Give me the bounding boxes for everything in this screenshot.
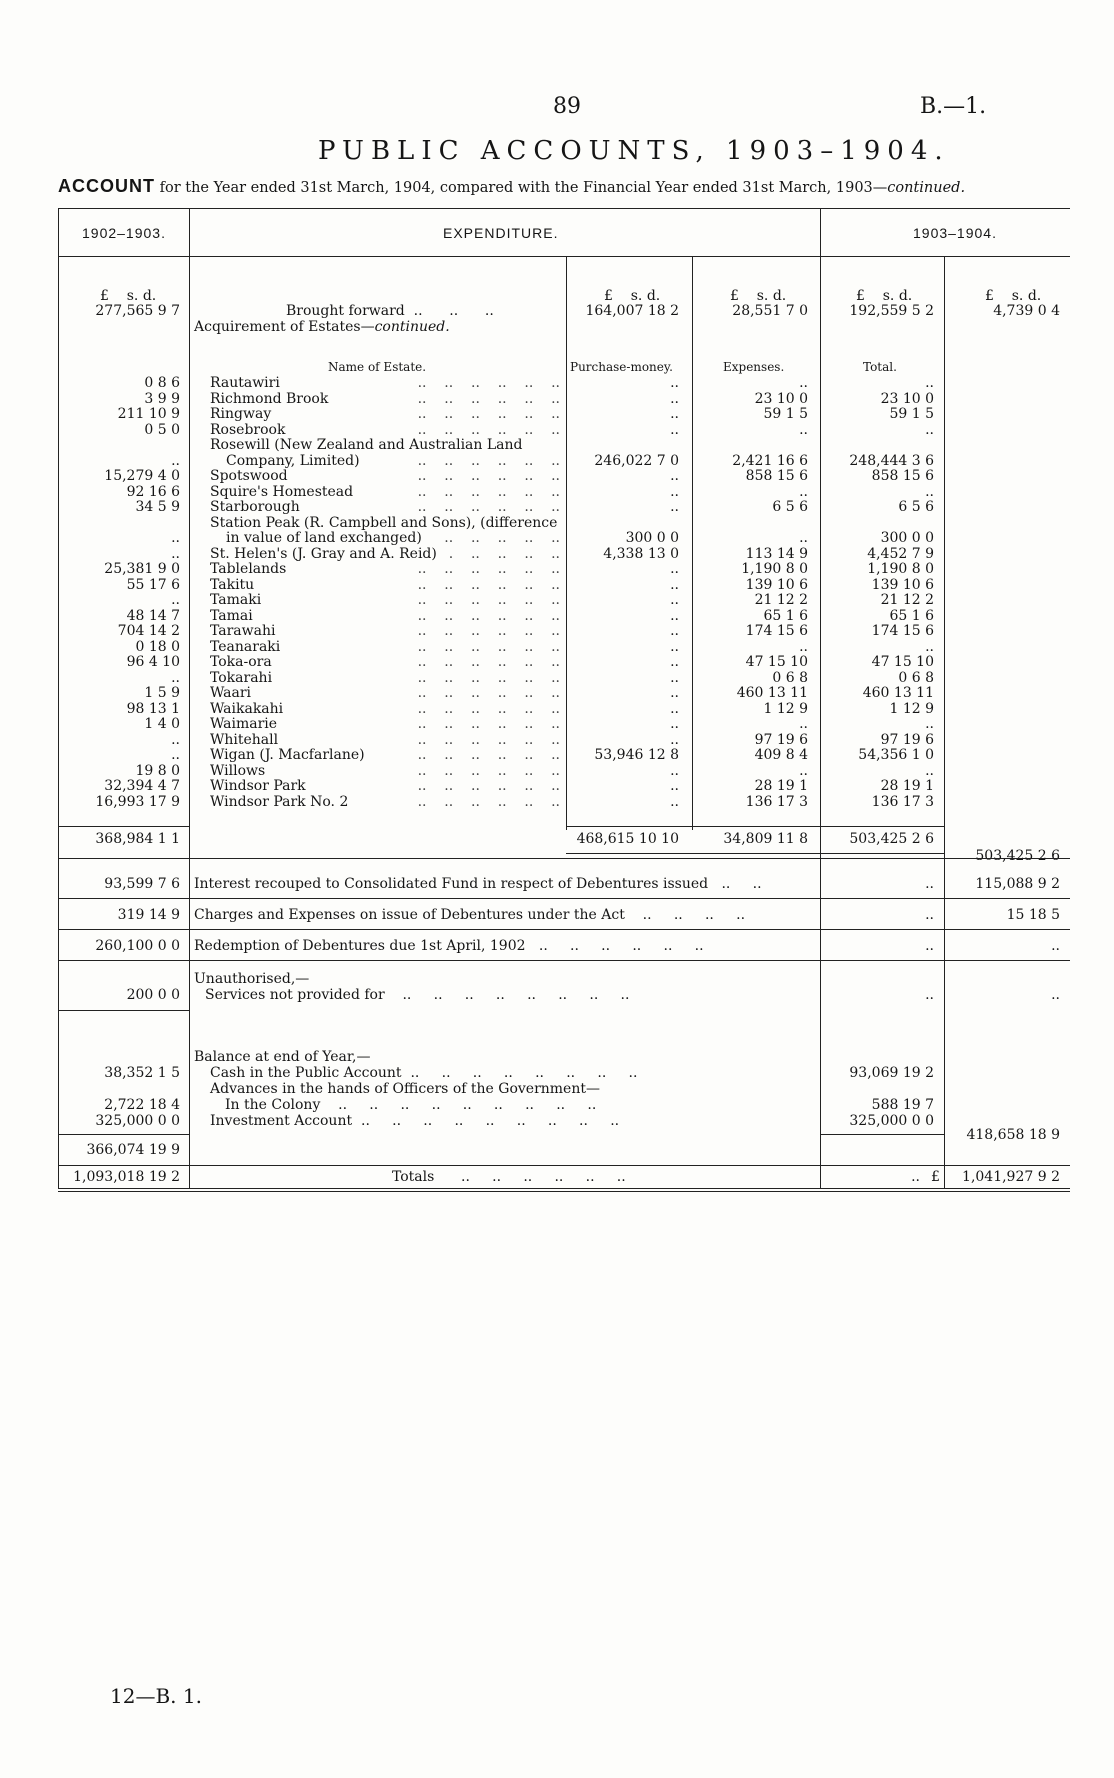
estate-total-bottom-rule bbox=[566, 853, 944, 854]
estate-expenses: 174 15 6 bbox=[745, 623, 808, 639]
charges-text: Charges and Expenses on issue of Debentures under the Act bbox=[194, 907, 625, 923]
estate-prev: .. bbox=[171, 731, 180, 748]
colony-prev: 2,722 18 4 bbox=[104, 1097, 180, 1113]
estate-name: St. Helen's (J. Gray and A. Reid) bbox=[210, 545, 437, 562]
estate-name: Waari bbox=[210, 685, 252, 701]
unit-pence: d. bbox=[1027, 288, 1042, 304]
unit-pence: d. bbox=[646, 288, 661, 304]
estate-name: Rautawiri bbox=[210, 375, 280, 391]
balance-prev-total: 366,074 19 9 bbox=[86, 1142, 180, 1158]
estate-prev: .. bbox=[171, 669, 180, 686]
estate-total: 6 5 6 bbox=[898, 499, 934, 515]
estates-total-prev: 368,984 1 1 bbox=[95, 831, 180, 847]
estate-purchase: .. bbox=[670, 576, 679, 593]
estate-total: .. bbox=[925, 483, 934, 500]
brought-forward-text: Brought forward bbox=[286, 303, 405, 319]
charges-prev: 319 14 9 bbox=[117, 907, 180, 923]
estate-purchase: .. bbox=[670, 561, 679, 577]
estate-purchase: .. bbox=[670, 669, 679, 686]
cash-text: Cash in the Public Account bbox=[210, 1065, 402, 1081]
estate-purchase: .. bbox=[670, 638, 679, 655]
estate-prev: .. bbox=[171, 452, 180, 469]
advances-label: Advances in the hands of Officers of the Government— bbox=[210, 1081, 600, 1097]
colony-label: In the Colony .. .. .. .. .. .. .. .. .. bbox=[225, 1097, 597, 1113]
unit-shillings: s. bbox=[126, 288, 139, 304]
unit-pence: d. bbox=[898, 288, 913, 304]
estate-total: .. bbox=[925, 716, 934, 732]
estate-expenses: 21 12 2 bbox=[754, 592, 808, 608]
estate-total: 858 15 6 bbox=[871, 468, 934, 484]
charges-label: Charges and Expenses on issue of Debentures under the Act .. .. .. .. bbox=[194, 907, 746, 923]
unit-pence: d. bbox=[142, 288, 157, 304]
estate-expenses: .. bbox=[799, 375, 808, 391]
redemption-total: .. bbox=[925, 938, 934, 954]
leader-dots: .. .. .. .. .. .. bbox=[417, 390, 560, 407]
leader-dots: .. .. .. .. .. .. bbox=[417, 607, 560, 624]
estate-purchase: .. bbox=[670, 762, 679, 779]
estate-name: in value of land exchanged) bbox=[226, 530, 422, 546]
leader-dots: .. .. .. .. .. .. bbox=[417, 406, 560, 422]
unit-shillings: s. bbox=[1011, 288, 1024, 304]
estate-prev: 211 10 9 bbox=[117, 406, 180, 422]
estate-prev: 0 8 6 bbox=[144, 375, 180, 391]
estate-prev: 92 16 6 bbox=[126, 483, 180, 500]
estate-prev: 55 17 6 bbox=[126, 576, 180, 593]
estate-total: 4,452 7 9 bbox=[867, 545, 934, 562]
brought-forward-prev: 277,565 9 7 bbox=[95, 303, 180, 319]
charges-total: .. bbox=[925, 907, 934, 923]
unit-pence: d. bbox=[772, 288, 787, 304]
leader-dots: . .. .. .. .. bbox=[448, 545, 560, 562]
estate-total: 54,356 1 0 bbox=[858, 747, 934, 763]
interest-prev: 93,599 7 6 bbox=[104, 876, 180, 892]
estate-name: Spotswood bbox=[210, 468, 288, 484]
estate-expenses: .. bbox=[799, 421, 808, 438]
leader-dots: .. .. .. .. .. .. bbox=[417, 731, 560, 748]
estates-total-outer: 503,425 2 6 bbox=[975, 848, 1060, 864]
estate-total: 65 1 6 bbox=[889, 607, 934, 624]
unit-shillings: s. bbox=[882, 288, 895, 304]
brought-forward-label: Brought forward .. .. .. bbox=[286, 303, 494, 319]
estate-total: .. bbox=[925, 638, 934, 655]
balance-prev-rule bbox=[58, 1134, 189, 1135]
section-title bbox=[194, 320, 450, 336]
estate-name: Starborough bbox=[210, 499, 300, 515]
prev-total-rule bbox=[58, 826, 189, 827]
estate-expenses: 113 14 9 bbox=[745, 545, 808, 562]
redemption-outer: .. bbox=[1051, 938, 1060, 954]
estate-purchase: .. bbox=[670, 716, 679, 732]
leader-dots: .. .. .. .. .. .. bbox=[417, 793, 560, 810]
leader-dots: .. .. .. .. .. .. bbox=[417, 452, 560, 469]
leader-dots: .. .. .. .. .. .. bbox=[417, 561, 560, 577]
leader-dots: .. .. .. .. .. .. bbox=[417, 638, 560, 655]
section-rule-1 bbox=[58, 858, 1070, 859]
header-expenditure: EXPENDITURE. bbox=[443, 225, 559, 241]
subheader-expenses: Expenses. bbox=[723, 360, 785, 374]
estate-name: Waikakahi bbox=[210, 700, 284, 717]
colony-text: In the Colony bbox=[225, 1097, 321, 1113]
estate-prev: 15,279 4 0 bbox=[104, 468, 180, 484]
estate-total: 1,190 8 0 bbox=[867, 561, 934, 577]
estate-expenses: .. bbox=[799, 716, 808, 732]
header-bottom-rule bbox=[58, 256, 1070, 257]
cash-total: 93,069 19 2 bbox=[849, 1065, 934, 1081]
estate-total: 97 19 6 bbox=[880, 731, 934, 748]
page-subtitle bbox=[58, 176, 965, 197]
redemption-prev: 260,100 0 0 bbox=[95, 938, 180, 954]
interest-text: Interest recouped to Consolidated Fund in respect of Debentures issued bbox=[194, 876, 709, 892]
estate-expenses: .. bbox=[799, 638, 808, 655]
estate-name: Windsor Park No. 2 bbox=[210, 793, 349, 810]
page-title: PUBLIC ACCOUNTS, 1903–1904. bbox=[318, 136, 950, 166]
brought-forward-purchase: 164,007 18 2 bbox=[585, 303, 679, 319]
unit-pound: £ bbox=[730, 288, 739, 304]
estate-expenses: 136 17 3 bbox=[745, 793, 808, 810]
section-rule-2 bbox=[58, 898, 1070, 899]
subheader-name: Name of Estate. bbox=[328, 360, 427, 374]
estate-name: Station Peak (R. Campbell and Sons), (difference bbox=[210, 514, 558, 531]
outer-column-divider bbox=[944, 256, 945, 1188]
investment-label: Investment Account .. .. .. .. .. .. .. .. .. bbox=[210, 1113, 620, 1129]
estate-purchase: .. bbox=[670, 375, 679, 391]
section-title-text: Acquirement of Estates— bbox=[194, 319, 375, 335]
estate-name: Waimarie bbox=[210, 716, 278, 732]
estate-total: 47 15 10 bbox=[871, 654, 934, 670]
estate-total: .. bbox=[925, 421, 934, 438]
estate-purchase: .. bbox=[670, 406, 679, 422]
estate-expenses: .. bbox=[799, 483, 808, 500]
unauthorised-prev: 200 0 0 bbox=[126, 987, 180, 1003]
estate-purchase: .. bbox=[670, 592, 679, 608]
leader-dots: .. .. .. .. .. bbox=[444, 530, 560, 546]
estate-purchase: .. bbox=[670, 483, 679, 500]
redemption-text: Redemption of Debentures due 1st April, 1902 bbox=[194, 938, 526, 954]
estate-name: Tablelands bbox=[210, 561, 287, 577]
estate-name: Toka-ora bbox=[210, 654, 272, 670]
investment-prev: 325,000 0 0 bbox=[95, 1113, 180, 1129]
table-bottom-double-rule bbox=[58, 1188, 1070, 1192]
table-top-rule bbox=[58, 208, 1070, 209]
estate-prev: 19 8 0 bbox=[135, 762, 180, 779]
estate-purchase: .. bbox=[670, 778, 679, 794]
estate-name: Squire's Homestead bbox=[210, 483, 354, 500]
leader-dots: .. .. .. .. .. .. bbox=[417, 669, 560, 686]
estate-purchase: .. bbox=[670, 607, 679, 624]
estate-expenses: .. bbox=[799, 530, 808, 546]
estate-expenses: 65 1 6 bbox=[763, 607, 808, 624]
estate-total: .. bbox=[925, 375, 934, 391]
estate-name: Company, Limited) bbox=[226, 452, 360, 469]
estate-total: 139 10 6 bbox=[871, 576, 934, 593]
estate-name: Whitehall bbox=[210, 731, 279, 748]
estate-name: Rosebrook bbox=[210, 421, 286, 438]
estate-purchase: .. bbox=[670, 499, 679, 515]
cash-label: Cash in the Public Account .. .. .. .. .. .. .. .. bbox=[210, 1065, 638, 1081]
estate-expenses: 1,190 8 0 bbox=[741, 561, 808, 577]
balance-title: Balance at end of Year,— bbox=[194, 1049, 371, 1065]
estate-total: 28 19 1 bbox=[880, 778, 934, 794]
totals-label: Totals .. .. .. .. .. .. bbox=[392, 1169, 626, 1185]
totals-text: Totals bbox=[392, 1169, 435, 1185]
estate-name: Ringway bbox=[210, 406, 272, 422]
subtitle-text: for the Year ended 31st March, 1904, compared with the Financial Year ended 31st March, 1903— bbox=[159, 180, 888, 196]
estate-purchase: 300 0 0 bbox=[625, 530, 679, 546]
unit-shillings: s. bbox=[630, 288, 643, 304]
estate-expenses: 0 6 8 bbox=[772, 669, 808, 686]
estate-expenses: 47 15 10 bbox=[745, 654, 808, 670]
estate-purchase: 53,946 12 8 bbox=[594, 747, 679, 763]
section-continued: continued. bbox=[374, 319, 450, 335]
estate-purchase: .. bbox=[670, 654, 679, 670]
estates-total-expenses: 34,809 11 8 bbox=[723, 831, 808, 847]
estate-name: Tamai bbox=[210, 607, 253, 624]
subheader-purchase: Purchase-money. bbox=[570, 360, 673, 374]
estate-prev: 704 14 2 bbox=[117, 623, 180, 639]
estate-name: Takitu bbox=[210, 576, 255, 593]
estate-expenses: 2,421 16 6 bbox=[732, 452, 808, 469]
estate-prev: 1 5 9 bbox=[144, 685, 180, 701]
brought-forward-outer: 4,739 0 4 bbox=[993, 303, 1060, 319]
estate-prev: 25,381 9 0 bbox=[104, 561, 180, 577]
charges-outer: 15 18 5 bbox=[1006, 907, 1060, 923]
estate-total-rule bbox=[566, 826, 944, 827]
estate-total: 59 1 5 bbox=[889, 406, 934, 422]
unit-pound: £ bbox=[856, 288, 865, 304]
estate-prev: 3 9 9 bbox=[144, 390, 180, 407]
estate-name: Willows bbox=[210, 762, 266, 779]
estate-purchase: .. bbox=[670, 700, 679, 717]
estate-prev: 0 18 0 bbox=[135, 638, 180, 655]
estate-prev: 34 5 9 bbox=[135, 499, 180, 515]
estate-purchase: .. bbox=[670, 468, 679, 484]
unauthorised-title: Unauthorised,— bbox=[194, 971, 310, 987]
unauthorised-text: Services not provided for bbox=[205, 987, 385, 1003]
estate-name: Richmond Brook bbox=[210, 390, 329, 407]
leader-dots: .. .. .. .. .. .. bbox=[417, 762, 560, 779]
estate-prev: .. bbox=[171, 747, 180, 763]
totals-prev: 1,093,018 19 2 bbox=[73, 1169, 180, 1185]
estate-total: 300 0 0 bbox=[880, 530, 934, 546]
leader-dots: .. .. .. .. .. .. bbox=[417, 685, 560, 701]
redemption-label: Redemption of Debentures due 1st April, 1902 .. .. .. .. .. .. bbox=[194, 938, 704, 954]
estate-purchase: 4,338 13 0 bbox=[603, 545, 679, 562]
estate-purchase: .. bbox=[670, 421, 679, 438]
leader-dots: .. .. .. .. .. .. bbox=[417, 716, 560, 732]
leader-dots: .. .. .. .. .. .. bbox=[417, 623, 560, 639]
totals-total: .. bbox=[911, 1169, 920, 1185]
estate-prev: .. bbox=[171, 592, 180, 608]
subheader-total: Total. bbox=[863, 360, 897, 374]
subtitle-lead: ACCOUNT bbox=[58, 176, 155, 196]
unit-shillings: s. bbox=[756, 288, 769, 304]
unit-pound: £ bbox=[985, 288, 994, 304]
left-column-divider bbox=[189, 208, 190, 1188]
estate-expenses: 1 12 9 bbox=[763, 700, 808, 717]
brought-forward-expenses: 28,551 7 0 bbox=[732, 303, 808, 319]
estate-purchase: 246,022 7 0 bbox=[594, 452, 679, 469]
estates-total-purchase: 468,615 10 10 bbox=[576, 831, 679, 847]
estate-expenses: 139 10 6 bbox=[745, 576, 808, 593]
estate-prev: 48 14 7 bbox=[126, 607, 180, 624]
estate-name: Wigan (J. Macfarlane) bbox=[210, 747, 365, 763]
unit-pound: £ bbox=[604, 288, 613, 304]
leader-dots: .. .. .. .. .. .. bbox=[417, 375, 560, 391]
leader-dots: .. .. .. .. .. .. bbox=[417, 592, 560, 608]
footer-signature: 12—B. 1. bbox=[110, 1684, 202, 1708]
header-1902-1903: 1902–1903. bbox=[82, 225, 166, 241]
balance-total-rule bbox=[820, 1134, 944, 1135]
totals-outer: 1,041,927 9 2 bbox=[962, 1169, 1060, 1185]
estate-expenses: 59 1 5 bbox=[763, 406, 808, 422]
estate-purchase: .. bbox=[670, 685, 679, 701]
estate-total: 248,444 3 6 bbox=[849, 452, 934, 469]
estate-expenses: 28 19 1 bbox=[754, 778, 808, 794]
estate-total: 136 17 3 bbox=[871, 793, 934, 810]
estate-prev: .. bbox=[171, 545, 180, 562]
estate-prev: 32,394 4 7 bbox=[104, 778, 180, 794]
balance-outer: 418,658 18 9 bbox=[966, 1127, 1060, 1143]
estate-name: Tamaki bbox=[210, 592, 262, 608]
estate-expenses: 6 5 6 bbox=[772, 499, 808, 515]
estate-name: Windsor Park bbox=[210, 778, 306, 794]
leader-dots: .. .. .. .. .. .. bbox=[417, 778, 560, 794]
estate-expenses: 409 8 4 bbox=[754, 747, 808, 763]
estate-total: 1 12 9 bbox=[889, 700, 934, 717]
interest-outer: 115,088 9 2 bbox=[975, 876, 1060, 892]
investment-text: Investment Account bbox=[210, 1113, 353, 1129]
subtitle-continued: continued. bbox=[887, 180, 966, 196]
estate-expenses: 97 19 6 bbox=[754, 731, 808, 748]
estate-prev: 0 5 0 bbox=[144, 421, 180, 438]
unauthorised-total: .. bbox=[925, 987, 934, 1003]
estate-prev: .. bbox=[171, 530, 180, 546]
estates-total-total: 503,425 2 6 bbox=[849, 831, 934, 847]
leader-dots: .. .. .. .. .. .. bbox=[417, 483, 560, 500]
unauthorised-rule bbox=[58, 1010, 189, 1011]
estate-prev: 16,993 17 9 bbox=[95, 793, 180, 810]
brought-forward-total: 192,559 5 2 bbox=[849, 303, 934, 319]
unit-pound: £ bbox=[100, 288, 109, 304]
leader-dots: .. .. .. .. .. .. bbox=[417, 747, 560, 763]
investment-total: 325,000 0 0 bbox=[849, 1113, 934, 1129]
estate-prev: 1 4 0 bbox=[144, 716, 180, 732]
estate-name: Teanaraki bbox=[210, 638, 281, 655]
estate-total: 0 6 8 bbox=[898, 669, 934, 686]
leader-dots: .. .. .. .. .. .. bbox=[417, 421, 560, 438]
estate-name: Tokarahi bbox=[210, 669, 273, 686]
leader-dots: .. .. .. .. .. .. bbox=[417, 700, 560, 717]
unauthorised-label: Services not provided for .. .. .. .. .. .. .. .. bbox=[205, 987, 630, 1003]
estate-expenses: 858 15 6 bbox=[745, 468, 808, 484]
header-1903-1904: 1903–1904. bbox=[913, 225, 997, 241]
estate-purchase: .. bbox=[670, 793, 679, 810]
estate-total: 23 10 0 bbox=[880, 390, 934, 407]
estate-total: 174 15 6 bbox=[871, 623, 934, 639]
estate-name: Rosewill (New Zealand and Australian Land bbox=[210, 437, 523, 453]
estate-total: 460 13 11 bbox=[862, 685, 934, 701]
estate-expenses: 460 13 11 bbox=[736, 685, 808, 701]
estate-prev: 96 4 10 bbox=[126, 654, 180, 670]
estate-expenses: 23 10 0 bbox=[754, 390, 808, 407]
leader-dots: .. .. .. .. .. .. bbox=[417, 468, 560, 484]
estate-purchase: .. bbox=[670, 390, 679, 407]
unauthorised-outer: .. bbox=[1051, 987, 1060, 1003]
leader-dots: .. .. .. .. .. .. bbox=[417, 654, 560, 670]
page-number: 89 bbox=[553, 94, 581, 119]
cash-prev: 38,352 1 5 bbox=[104, 1065, 180, 1081]
estate-purchase: .. bbox=[670, 623, 679, 639]
section-rule-5 bbox=[58, 1165, 1070, 1166]
estate-name: Tarawahi bbox=[210, 623, 276, 639]
totals-pound: £ bbox=[931, 1169, 940, 1185]
estate-purchase: .. bbox=[670, 731, 679, 748]
estate-expenses: .. bbox=[799, 762, 808, 779]
estate-prev: 98 13 1 bbox=[126, 700, 180, 717]
interest-label: Interest recouped to Consolidated Fund in respect of Debentures issued .. .. bbox=[194, 876, 762, 892]
colony-total: 588 19 7 bbox=[871, 1097, 934, 1113]
section-rule-3 bbox=[58, 929, 1070, 930]
leader-dots: .. .. .. .. .. .. bbox=[417, 499, 560, 515]
document-reference: B.—1. bbox=[920, 94, 987, 119]
section-rule-4 bbox=[58, 960, 1070, 961]
interest-total: .. bbox=[925, 876, 934, 892]
leader-dots: .. .. .. .. .. .. bbox=[417, 576, 560, 593]
estate-total: 21 12 2 bbox=[880, 592, 934, 608]
estate-total: .. bbox=[925, 762, 934, 779]
